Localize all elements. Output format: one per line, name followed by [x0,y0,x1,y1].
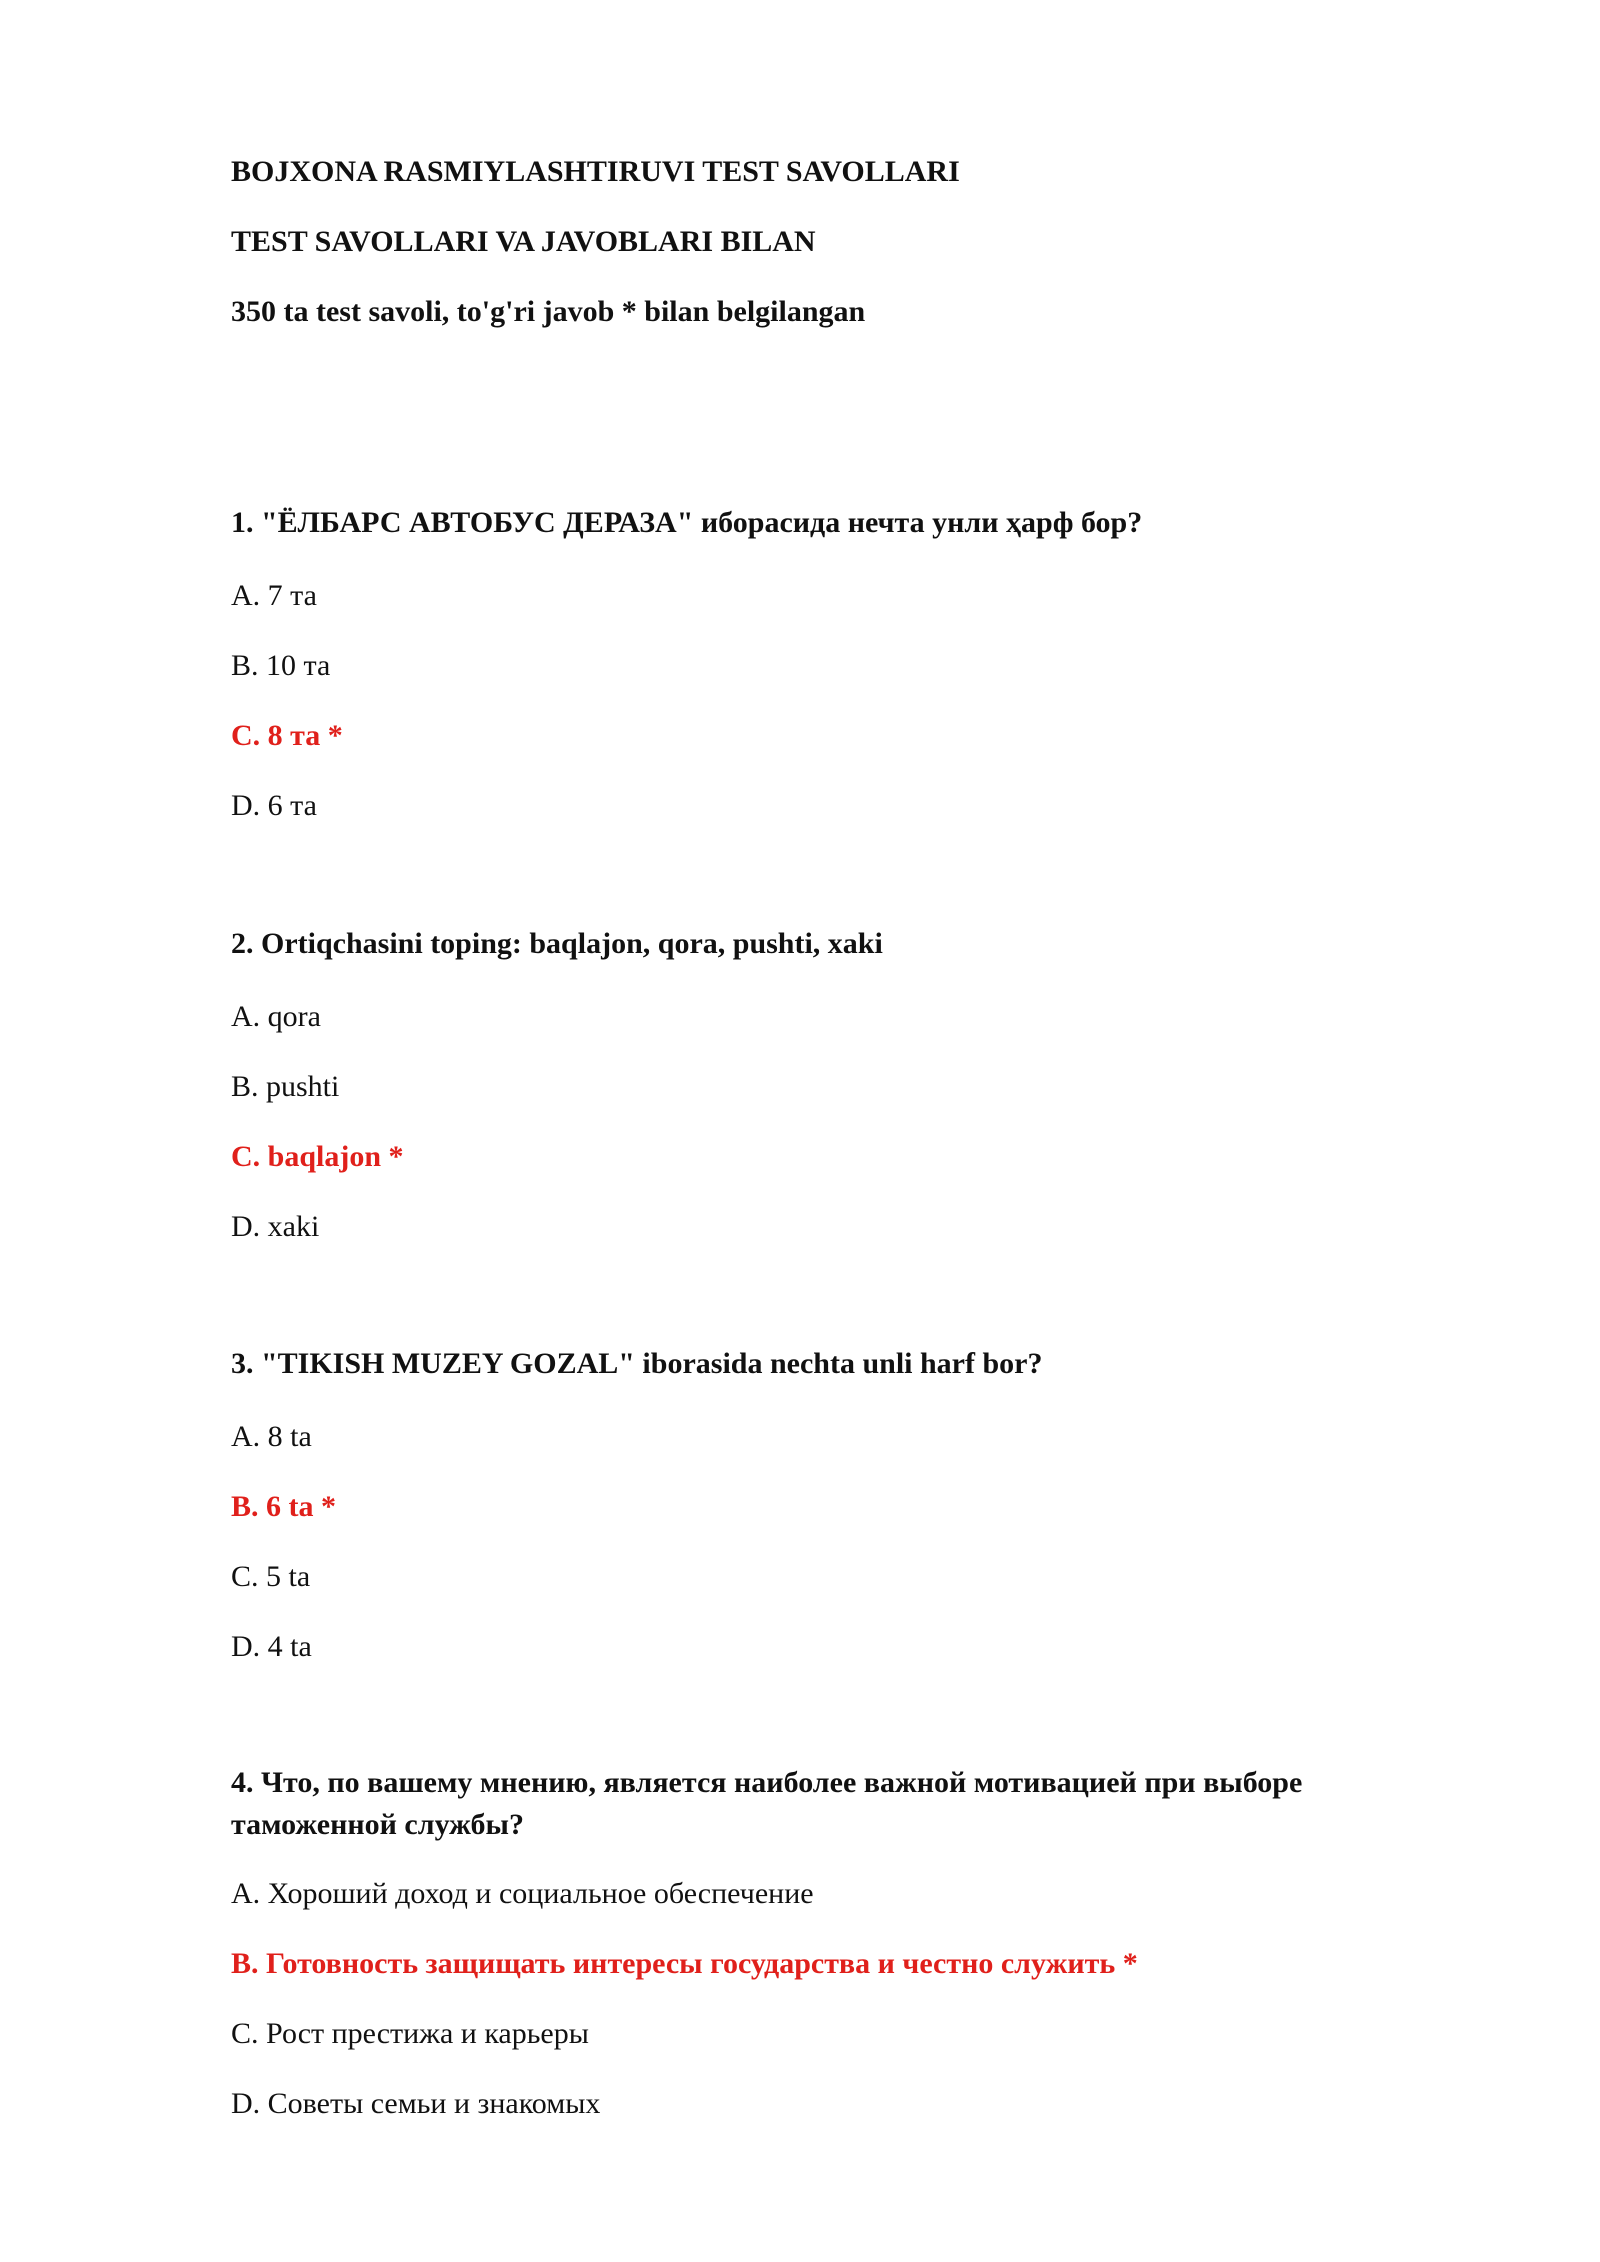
answer-option-a: A. qora [231,1000,321,1033]
answer-option-a: A. 8 ta [231,1420,312,1453]
answer-option-a: A. 7 та [231,579,317,612]
answer-options [231,1876,1411,2122]
answer-option-b-correct: B. Готовность защищать интересы государства и честно служить * [231,1947,1138,1980]
answer-option-d: D. Советы семьи и знакомых [231,2087,601,2120]
answer-option-d: D. xaki [231,1210,320,1243]
document-title: BOJXONA RASMIYLASHTIRUVI TEST SAVOLLARI [231,155,960,188]
question-text: 2. Ortiqchasini toping: baqlajon, qora, pushti, xaki [231,927,883,960]
answer-option-c-correct: C. 8 та * [231,719,343,752]
answer-option-b: B. 10 та [231,649,331,682]
answer-option-a: A. Хороший доход и социальное обеспечение [231,1877,814,1910]
question-2 [231,923,1411,1245]
document-subtitle: TEST SAVOLLARI VA JAVOBLARI BILAN [231,225,816,258]
answer-option-d: D. 6 та [231,789,317,822]
answer-option-c: C. Рост престижа и карьеры [231,2017,589,2050]
answer-options [231,1419,1411,1665]
answer-option-d: D. 4 ta [231,1630,312,1663]
answer-option-b: B. pushti [231,1070,340,1103]
answer-options [231,578,1411,824]
document-note: 350 ta test savoli, to'g'ri javob * bilan belgilangan [231,295,866,328]
question-text: 3. "TIKISH MUZEY GOZAL" iborasida nechta unli harf bor? [231,1347,1043,1380]
answer-option-c-correct: C. baqlajon * [231,1140,404,1173]
question-text: 4. Что, по вашему мнению, является наиболее важной мотивацией при выборе таможенной службы? [231,1766,1303,1841]
answer-option-b-correct: B. 6 ta * [231,1490,336,1523]
question-1 [231,502,1411,824]
question-3 [231,1343,1411,1665]
question-4 [231,1762,1411,2122]
answer-options [231,999,1411,1245]
answer-option-c: C. 5 ta [231,1560,311,1593]
question-text: 1. "ЁЛБАРС АВТОБУС ДЕРАЗА" иборасида нечта унли ҳарф бор? [231,506,1143,539]
